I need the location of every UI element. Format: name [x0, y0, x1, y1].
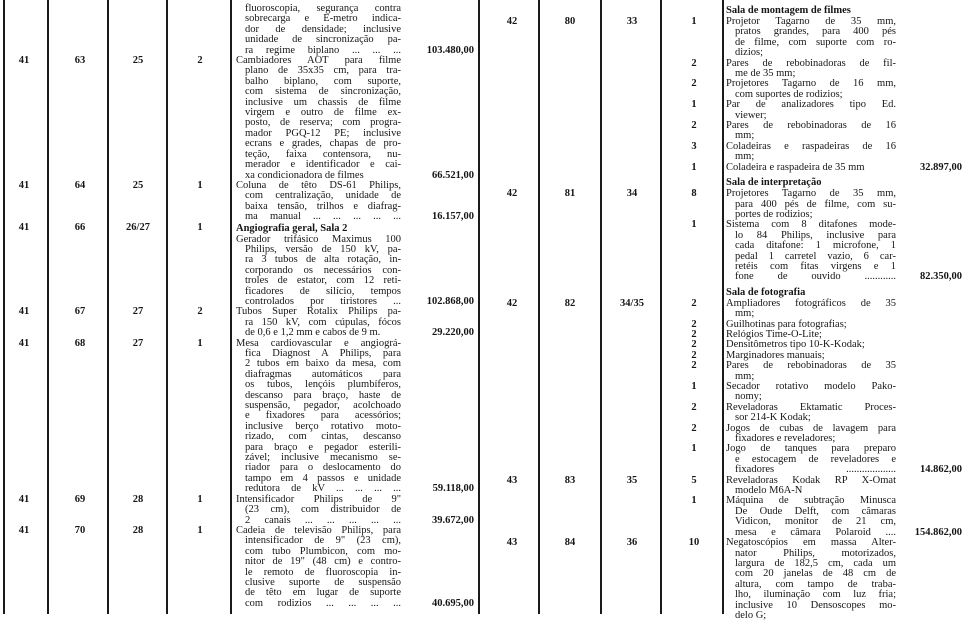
column-rule	[538, 0, 540, 614]
row-qty: 1	[691, 16, 697, 27]
row-qty: 2	[691, 422, 697, 434]
row-qty: 2	[691, 57, 697, 69]
row-c3: 34	[626, 188, 638, 200]
item-entry	[18, 55, 474, 181]
row-qty: 2	[691, 297, 697, 309]
row-c3: 25	[132, 55, 144, 67]
row-c3: 28	[132, 524, 144, 536]
item-description	[236, 339, 401, 495]
row-c2: 81	[564, 188, 576, 200]
text-line: ra 150 kV, com cúpulas, fócos	[245, 316, 401, 328]
item-description	[236, 4, 401, 56]
row-c1: 42	[506, 16, 518, 27]
text-line: largura de 182,5 cm, cada um	[735, 557, 896, 569]
text-line: Tubos Super Rotalix Philips pa-	[236, 306, 401, 318]
text-line: corporando os necessários con-	[245, 264, 401, 276]
text-line: Densitômetros tipo 10-K-Kodak;	[726, 339, 865, 351]
row-c2: 80	[564, 16, 576, 27]
text-line: Ampliadores fotográficos de 35	[726, 297, 896, 309]
text-line: delo G;	[735, 609, 767, 621]
text-line: virgem e outro de filme ex-	[245, 107, 401, 119]
text-line: de têto em lugar de suporte	[245, 587, 401, 599]
text-line: e fixadores para acessórios;	[245, 410, 401, 422]
row-qty: 2	[691, 318, 697, 330]
item-description	[726, 476, 896, 497]
row-qty: 1	[691, 381, 697, 392]
column-rule	[107, 0, 109, 614]
text-line: com sistema de sincronização,	[245, 86, 401, 98]
item-entry	[18, 337, 474, 495]
column-rule	[166, 0, 168, 614]
text-line: Par de analizadores tipo Ed.	[726, 99, 896, 111]
row-qty: 2	[691, 339, 697, 351]
row-c1: 41	[18, 493, 30, 505]
text-line: de 0,6 e 1,2 mm e cabos de 9 m.	[245, 327, 381, 339]
text-line: mm;	[735, 151, 755, 163]
item-amount: 32.897,00	[920, 161, 962, 173]
text-line: balho biplano, com suporte,	[245, 75, 401, 87]
row-qty: 5	[691, 474, 697, 486]
item-entry	[18, 524, 474, 609]
text-line: sor 214-K Kodak;	[735, 412, 811, 424]
text-line: Projetores Tagarno de 35 mm,	[726, 188, 896, 200]
text-line: me de 35 mm;	[735, 68, 796, 80]
text-line: retéis com fitas virgens e 1	[735, 260, 896, 272]
text-line: Philips, versão de 150 kV, pa-	[245, 243, 401, 255]
item-amount: 39.672,00	[432, 514, 474, 526]
item-entry	[18, 306, 474, 339]
text-line: inclusive 10 Densoscopes mo-	[735, 599, 896, 611]
item-description	[726, 189, 896, 220]
item-description	[726, 100, 896, 121]
item-entry	[691, 99, 962, 121]
text-line: dizios;	[735, 47, 763, 59]
text-line: Intensificador Philips de 9"	[236, 493, 401, 505]
row-qty: 2	[197, 55, 203, 67]
text-line: com tubo Plumbicon, com mo-	[245, 545, 401, 557]
item-amount: 16.157,00	[432, 211, 474, 223]
text-line: Secador rotativo modelo Pako-	[726, 381, 896, 392]
text-line: intensificador de 9" (23 cm),	[245, 535, 401, 547]
text-line: ma manual ... ... ... ... ...	[245, 211, 401, 223]
text-line: com centralização, unidade de	[245, 190, 401, 202]
text-line: descanso para braço, haste de	[245, 389, 401, 401]
column-rule	[722, 0, 724, 614]
row-c2: 84	[564, 537, 576, 549]
text-line: Pares de rebobinadoras de fil-	[726, 57, 896, 69]
text-line: Projetor Tagarno de 35 mm,	[726, 16, 896, 27]
text-line: tampo em 4 passos e unidade	[245, 472, 401, 484]
column-rule	[47, 0, 49, 614]
text-line: portes de rodizios;	[735, 208, 813, 220]
row-qty: 1	[691, 161, 697, 173]
row-qty: 2	[691, 401, 697, 413]
row-c1: 41	[18, 524, 30, 536]
item-description	[726, 79, 896, 100]
section-heading: Sala de fotografia	[726, 286, 806, 298]
item-amount: 29.220,00	[432, 327, 474, 339]
item-description	[236, 495, 401, 526]
row-c3: 26/27	[126, 221, 150, 233]
row-qty: 2	[691, 349, 697, 361]
text-line: Projetores Tagarno de 16 mm,	[726, 78, 896, 90]
item-description	[726, 220, 896, 282]
item-amount: 40.695,00	[432, 597, 474, 609]
text-line: le remoto de fluoroscopia in-	[245, 566, 401, 578]
text-line: redutora de kV ... ... ... ...	[245, 483, 401, 495]
row-qty: 1	[691, 495, 697, 507]
item-description	[726, 299, 896, 320]
row-qty: 2	[691, 120, 697, 132]
text-line: Máquina de subtração Minusca	[726, 495, 896, 507]
right-item-list	[506, 5, 962, 621]
item-description	[236, 526, 401, 609]
row-qty: 1	[691, 219, 697, 231]
text-line: mm;	[735, 130, 755, 142]
row-c1: 42	[506, 188, 518, 200]
text-line: Coladeiras e raspadeiras de 16	[726, 140, 896, 152]
text-line: fica Diagnost A Philips, para	[245, 348, 401, 359]
item-entry	[236, 4, 474, 56]
item-entry	[506, 537, 962, 621]
text-line: xa condicionadora de filmes	[245, 169, 364, 181]
item-amount: 103.480,00	[426, 44, 474, 56]
item-description	[726, 59, 896, 80]
row-qty: 8	[691, 188, 697, 200]
item-entry	[691, 140, 962, 163]
text-line: mm;	[735, 370, 755, 382]
row-c2: 63	[74, 55, 86, 67]
row-c3: 36	[626, 537, 638, 549]
item-entry	[691, 219, 962, 283]
item-amount: 82.350,00	[920, 271, 962, 283]
text-line: 2 canais ... ... ... ... ...	[245, 514, 401, 526]
item-description	[726, 382, 896, 403]
row-c1: 42	[506, 297, 518, 309]
text-line: cada ditafone: 1 microfone, 1	[735, 240, 896, 252]
text-line: plano de 35x35 cm, para tra-	[245, 65, 401, 77]
text-line: Pares de rebobinadoras de 35	[726, 360, 896, 372]
text-line: teção, faixa contensora, nu-	[245, 148, 401, 160]
text-line: Relógios Time-O-Lite;	[726, 328, 822, 340]
item-entry	[18, 179, 474, 223]
item-description	[236, 307, 401, 338]
text-line: ra regime biplano ... ... ...	[245, 44, 401, 56]
row-qty: 1	[197, 337, 203, 349]
text-line: inclusive um chassis de filme	[245, 96, 401, 108]
row-c3: 28	[132, 493, 144, 505]
row-c1: 41	[18, 337, 30, 349]
row-c1: 43	[506, 537, 518, 549]
item-description	[726, 444, 896, 475]
text-line: mesa e câmara Polaroid ....	[735, 526, 896, 538]
text-line: Negatoscópios em massa Alter-	[726, 537, 896, 549]
row-c1: 41	[18, 221, 30, 233]
item-description	[726, 361, 896, 382]
row-c2: 64	[74, 179, 86, 191]
row-c1: 43	[506, 474, 518, 486]
text-line: Coluna de têto DS-61 Philips,	[236, 179, 401, 191]
text-line: Guilhotinas para fotografias;	[726, 318, 847, 330]
text-line: 2 tubos em baixo da mesa, com	[245, 358, 401, 370]
row-qty: 1	[197, 493, 203, 505]
row-c3: 27	[132, 337, 144, 349]
text-line: Pares de rebobinadoras de 16	[726, 120, 896, 132]
text-line: Vidicon, monitor de 21 cm,	[735, 516, 896, 528]
text-line: fixadores ...................	[735, 464, 896, 476]
text-line: ficadores de silício, tempos	[245, 285, 401, 297]
text-line: riador para o deslocamento do	[245, 462, 401, 474]
text-line: Coladeira e raspadeira de 35 mm	[726, 161, 865, 173]
text-line: de filme, com suporte com ro-	[735, 36, 896, 48]
item-description	[726, 142, 896, 163]
text-line: (23 cm), com distribuidor de	[245, 504, 401, 516]
column-rule	[478, 0, 480, 614]
text-line: nator Philips, motorizados,	[735, 547, 896, 559]
text-line: mm;	[735, 308, 755, 320]
text-line: Jogo de tanques para preparo	[726, 443, 896, 455]
text-line: Cambiadores AOT para filme	[236, 55, 401, 67]
text-line: lo 84 Philips, inclusive para	[735, 229, 896, 241]
text-line: com rodizios ... ... ... ...	[245, 597, 401, 609]
item-amount: 14.862,00	[920, 464, 962, 476]
item-entry	[691, 360, 962, 382]
row-c2: 67	[74, 306, 86, 318]
section-heading: Angiografia geral, Sala 2	[236, 222, 348, 234]
text-line: diafragmas automáticos para	[245, 368, 401, 380]
text-line: ra 3 tubos de alta rotação, in-	[245, 254, 401, 266]
item-entry	[506, 188, 962, 220]
item-description	[236, 56, 401, 181]
item-entry	[691, 120, 962, 142]
text-line: com 20 janelas de 48 cm de	[735, 568, 896, 580]
text-line: troles de estator, com 12 reti-	[245, 275, 401, 287]
text-line: De Oude Delft, com câmaras	[735, 505, 896, 517]
row-qty: 1	[197, 221, 203, 233]
section-heading: Sala de interpretação	[726, 177, 822, 189]
text-line: pratos grandes, para 400 pés	[735, 26, 896, 38]
text-line: Reveladoras Kodak RP X-Omat	[726, 474, 896, 486]
item-entry	[506, 16, 962, 59]
text-line: fluoroscopia, segurança contra	[245, 3, 401, 14]
row-qty: 1	[197, 524, 203, 536]
text-line: suspensão, pegador, acolchoado	[245, 400, 401, 412]
text-line: mador PGQ-12 PE; inclusive	[245, 127, 401, 139]
item-entry	[691, 495, 962, 538]
text-line: lho, iluminação com luz fria;	[735, 589, 896, 601]
item-entry	[18, 221, 474, 308]
item-entry	[506, 297, 962, 320]
row-c3: 27	[132, 306, 144, 318]
text-line: ecrans e grades, chapas de pro-	[245, 138, 401, 150]
row-c2: 66	[74, 221, 86, 233]
item-entry	[691, 57, 962, 80]
item-entry	[691, 443, 962, 476]
column-rule	[600, 0, 602, 614]
text-line: e estocagem de reveladores e	[735, 453, 896, 465]
text-line: pedal 1 carretel vazio, 6 car-	[735, 250, 896, 262]
text-line: altura, com tampo de traba-	[735, 578, 896, 590]
item-amount: 154.862,00	[914, 526, 962, 538]
text-line: rizado, com cintas, descanso	[245, 431, 401, 443]
row-c2: 69	[74, 493, 86, 505]
row-qty: 3	[691, 140, 697, 152]
section-heading: Sala de montagem de filmes	[726, 5, 851, 16]
text-line: fixadores e reveladores;	[735, 433, 836, 445]
row-c2: 68	[74, 337, 86, 349]
text-line: Gerador trifásico Maximus 100	[236, 233, 401, 245]
text-line: viewer;	[735, 109, 767, 121]
text-line: modelo M6A-N	[735, 485, 803, 497]
item-entry	[18, 493, 474, 526]
column-rule	[660, 0, 662, 614]
row-c3: 35	[626, 474, 638, 486]
text-line: clusive suporte de suspensão	[245, 576, 401, 588]
item-description	[236, 235, 401, 308]
left-item-list	[18, 3, 474, 609]
text-line: Marginadores manuais;	[726, 349, 825, 361]
row-qty: 10	[688, 537, 700, 549]
text-line: nomy;	[735, 391, 762, 403]
item-amount: 102.868,00	[426, 295, 474, 307]
item-description	[236, 181, 401, 223]
text-line: Sistema com 8 ditafones mode-	[726, 219, 896, 231]
item-description	[726, 403, 896, 424]
text-line: dor de densidade; inclusive	[245, 23, 401, 35]
text-line: posto, de reserva; com progra-	[245, 117, 401, 129]
row-c2: 70	[74, 524, 86, 536]
column-rule	[230, 0, 232, 614]
item-entry	[691, 381, 962, 403]
text-line: merador e identificador e cai-	[245, 159, 401, 171]
row-c2: 82	[564, 297, 576, 309]
item-entry	[691, 422, 962, 445]
row-c2: 83	[564, 474, 576, 486]
text-line: baixa tensão, trilhos e diafrag-	[245, 200, 401, 212]
item-entry	[691, 401, 962, 424]
text-line: os tubos, lençóis plumbíferos,	[245, 379, 401, 391]
item-description	[726, 17, 896, 59]
row-c1: 41	[18, 306, 30, 318]
text-line: com suportes de rodizios;	[735, 88, 843, 100]
item-description	[726, 163, 896, 173]
row-qty: 2	[691, 328, 697, 340]
item-description	[726, 424, 896, 445]
text-line: para 400 pés de filme, com su-	[735, 198, 896, 210]
text-line: sobrecarga e E-metro indica-	[245, 13, 401, 25]
item-description	[726, 121, 896, 142]
item-amount: 59.118,00	[432, 483, 474, 495]
item-amount: 66.521,00	[432, 169, 474, 181]
text-line: Jogos de cubas de lavagem para	[726, 422, 896, 434]
row-qty: 2	[691, 78, 697, 90]
text-line: Cadeia de televisão Philips, para	[236, 524, 401, 536]
text-line: Reveladoras Ektamatic Proces-	[726, 401, 896, 413]
text-line: inclusive berço rotativo moto-	[245, 420, 401, 432]
row-c1: 41	[18, 179, 30, 191]
text-line: Mesa cardiovascular e angiográ-	[236, 337, 401, 349]
text-line: para braço e pegador esterili-	[245, 441, 401, 453]
row-qty: 1	[691, 99, 697, 111]
row-qty: 2	[197, 306, 203, 318]
item-entry	[691, 161, 962, 173]
row-c3: 34/35	[620, 297, 644, 309]
item-description	[726, 538, 896, 621]
text-line: zável; inclusive mecanismo se-	[245, 452, 401, 464]
item-entry	[691, 78, 962, 100]
item-entry	[506, 474, 962, 497]
row-qty: 2	[691, 360, 697, 372]
text-line: nitor de 19" (48 cm) e contro-	[245, 556, 401, 568]
text-line: controlados por tiristores ...	[245, 295, 401, 307]
row-c3: 33	[626, 16, 638, 27]
text-line: unidade de sincronização pa-	[245, 34, 401, 46]
text-line: fone de ouvido ............	[735, 271, 896, 283]
row-qty: 1	[691, 443, 697, 455]
row-qty: 1	[197, 179, 203, 191]
item-description	[726, 496, 896, 538]
row-c3: 25	[132, 179, 144, 191]
row-c1: 41	[18, 55, 30, 67]
